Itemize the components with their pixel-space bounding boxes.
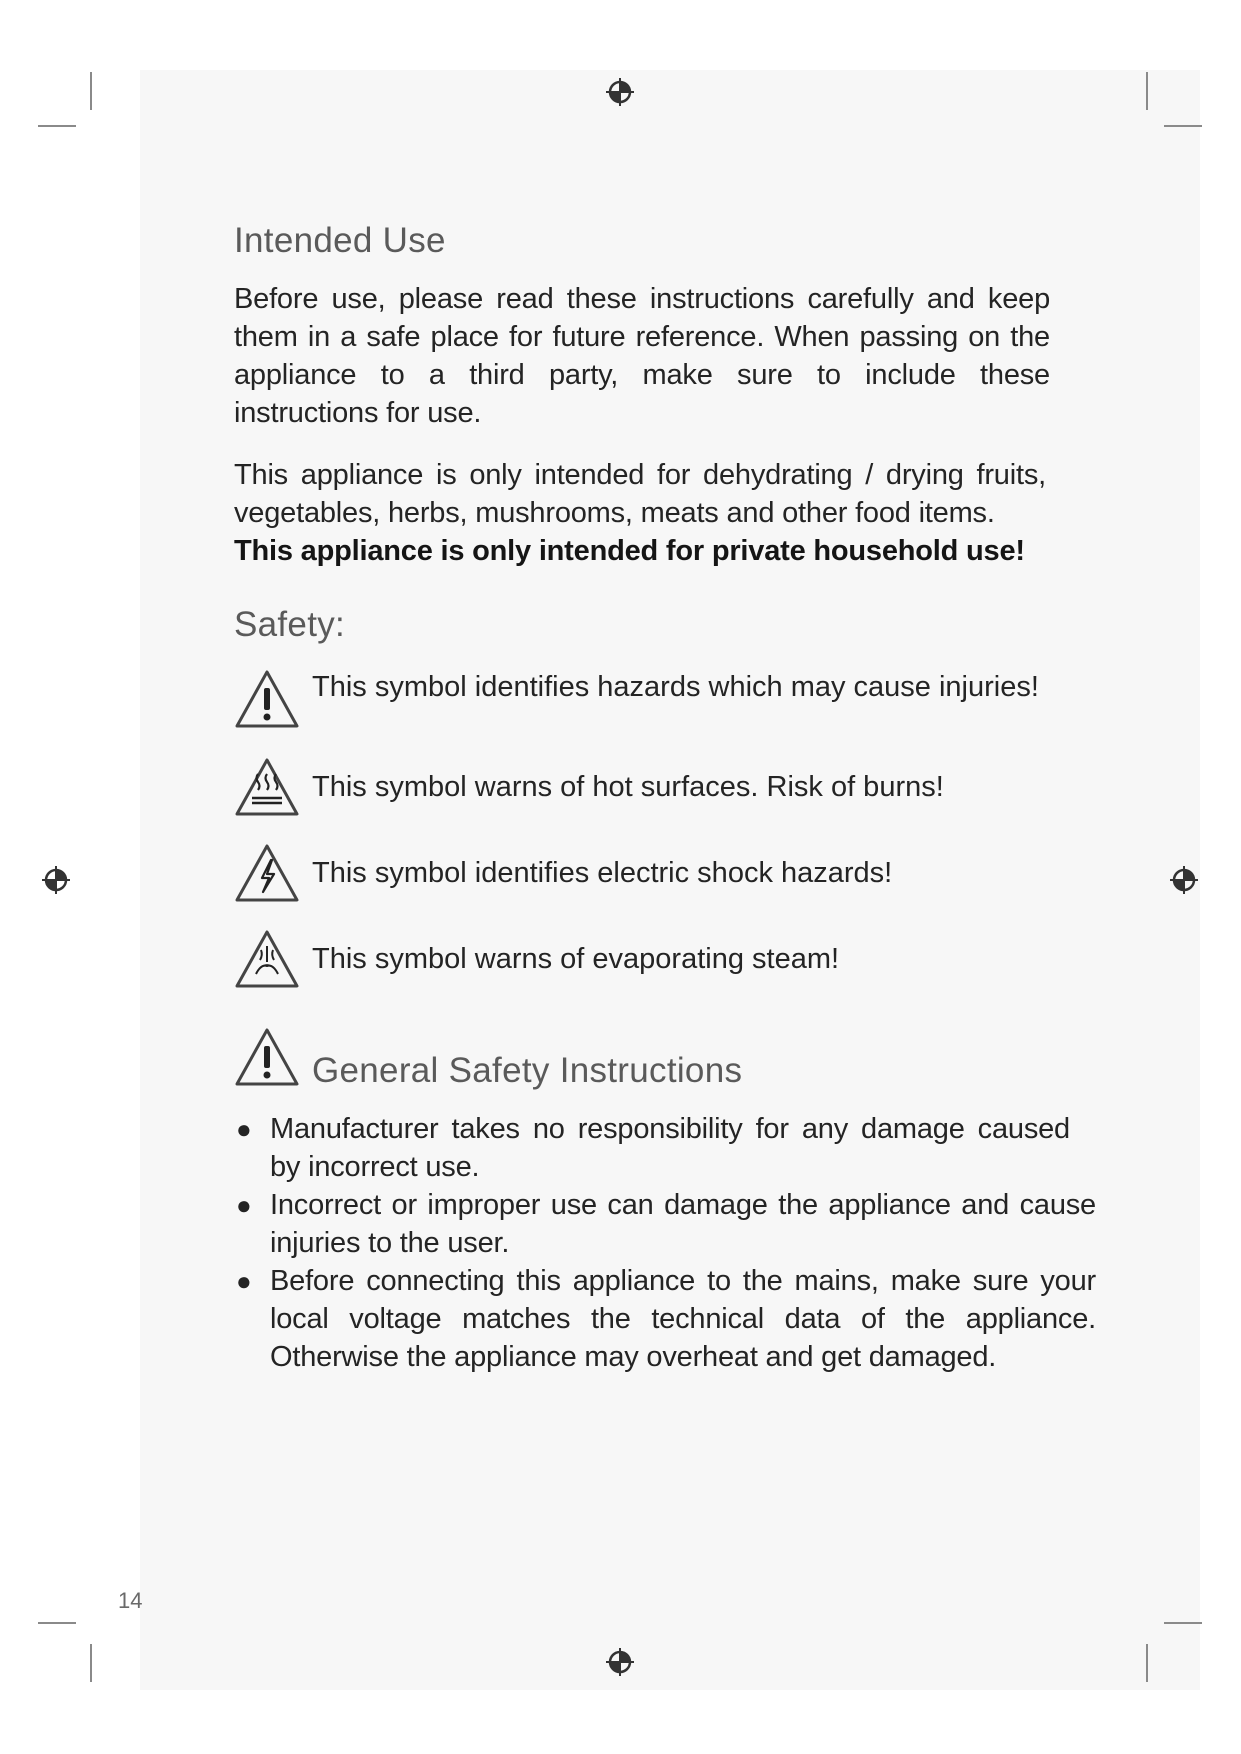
registration-mark-icon xyxy=(40,864,72,896)
bullet-icon: ● xyxy=(236,1114,252,1144)
general-safety-heading: General Safety Instructions xyxy=(312,1051,743,1090)
crop-mark xyxy=(90,1644,92,1682)
warning-exclamation-icon xyxy=(234,668,300,730)
symbol-row-electric xyxy=(234,842,1054,904)
registration-mark-icon xyxy=(604,1646,636,1678)
warning-exclamation-icon xyxy=(234,1026,300,1088)
private-use-notice: This appliance is only intended for private household use! xyxy=(234,535,1025,567)
registration-mark-icon xyxy=(604,76,636,108)
intended-use-paragraph-2: This appliance is only intended for dehydrating / drying fruits, vegetables, herbs, mushrooms, meats and other food items. xyxy=(234,459,1046,529)
symbol-row-steam xyxy=(234,928,1054,990)
symbol-hot-surface-text: This symbol warns of hot surfaces. Risk of burns! xyxy=(312,771,944,803)
crop-mark xyxy=(90,72,92,110)
symbol-row-warning xyxy=(234,668,1054,730)
hot-surface-icon xyxy=(234,756,300,818)
list-item xyxy=(234,1110,1070,1186)
symbol-electric-text: This symbol identifies electric shock hazards! xyxy=(312,857,893,889)
registration-mark-icon xyxy=(1168,864,1200,896)
list-item xyxy=(234,1262,1096,1376)
steam-icon xyxy=(234,928,300,990)
list-item-text: Incorrect or improper use can damage the appliance and cause injuries to the user. xyxy=(270,1189,1096,1259)
symbol-warning-text: This symbol identifies hazards which may cause injuries! xyxy=(312,671,1039,703)
intended-use-paragraph-1: Before use, please read these instructions carefully and keep them in a safe place for future reference. When passing on the appliance to a third party, make sure to include these instructions for use. xyxy=(234,283,1050,429)
bullet-icon: ● xyxy=(236,1266,252,1296)
crop-mark xyxy=(1146,1644,1148,1682)
general-safety-heading-row xyxy=(234,1026,1054,1088)
bullet-icon: ● xyxy=(236,1190,252,1220)
intended-use-heading: Intended Use xyxy=(234,221,446,260)
list-item xyxy=(234,1186,1096,1262)
electric-shock-icon xyxy=(234,842,300,904)
symbol-row-hot-surface xyxy=(234,756,1054,818)
crop-mark xyxy=(1164,125,1202,127)
page-number: 14 xyxy=(118,1588,143,1613)
general-safety-list xyxy=(234,1110,1096,1376)
crop-mark xyxy=(1146,72,1148,110)
page-content xyxy=(234,220,1096,1376)
list-item-text: Before connecting this appliance to the mains, make sure your local voltage matches the technical data of the appliance. Otherwise the appliance may overheat and get damaged. xyxy=(270,1265,1096,1373)
crop-mark xyxy=(38,1622,76,1624)
symbol-steam-text: This symbol warns of evaporating steam! xyxy=(312,943,840,975)
crop-mark xyxy=(38,125,76,127)
list-item-text: Manufacturer takes no responsibility for any damage caused by incorrect use. xyxy=(270,1113,1070,1183)
crop-mark xyxy=(1164,1622,1202,1624)
safety-heading: Safety: xyxy=(234,605,346,644)
